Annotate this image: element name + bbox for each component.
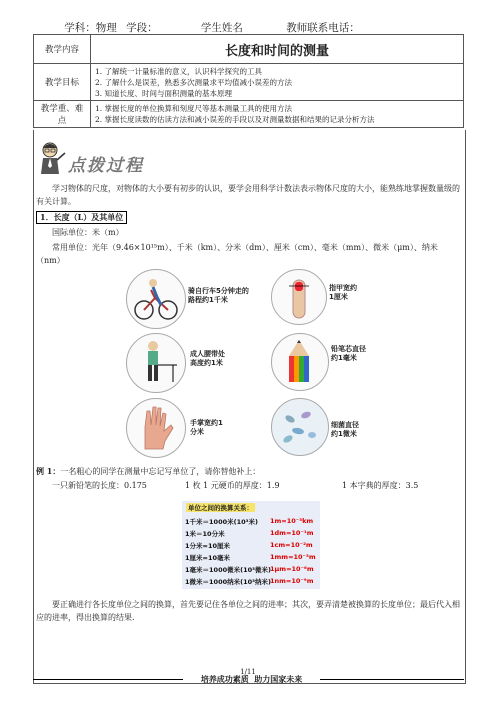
content-label: 教学内容 (34, 35, 91, 64)
unit-conversion-box (182, 501, 320, 589)
conversion-left: 1毫米＝1000微米(10³微米) (185, 566, 271, 574)
lesson-info-table (33, 34, 464, 128)
keys-label: 教学重、难点 (34, 101, 91, 128)
palm-picture (126, 398, 186, 458)
example-question-text: 一名粗心的同学在测量中忘记写单位了，请你替他补上： (60, 467, 261, 476)
conversion-right: 1μm=10⁻⁶m (270, 565, 314, 573)
lesson-title: 长度和时间的测量 (91, 35, 464, 64)
section-banner: 点拨过程 (68, 156, 144, 176)
goals-row (34, 64, 464, 101)
conversion-left: 1米＝10分米 (185, 530, 225, 538)
common-units: 常用单位：光年（9.46×10¹⁵m）、千米（km）、分米（dm）、厘米（cm）、毫米（mm）、微米（μm）、纳米（nm） (36, 243, 438, 265)
section-heading: 1．长度（L）及其单位 (36, 211, 127, 224)
conversion-right: 1m=10⁻³km (270, 517, 314, 525)
footer-rule-left (33, 679, 183, 680)
footer-slogan: 培养成功素质 助力国家未来 (200, 675, 303, 684)
page-header (0, 20, 496, 35)
keys-row (34, 101, 464, 128)
keys-cell (91, 101, 464, 128)
stage-label: 学段： (126, 22, 158, 34)
goal-item: 1. 了解统一计量标准的意义，认识科学探究的工具 (95, 66, 263, 76)
example-item: 一只新铅笔的长度：0.175 (52, 481, 147, 490)
footer-rule-right (320, 679, 464, 680)
fingernail-picture (271, 269, 327, 325)
bacteria-picture (271, 398, 329, 456)
content-row (34, 35, 464, 64)
example-item: 1 本字典的厚度：3.5 (342, 481, 419, 490)
conversion-left: 1千米＝1000米(10³米) (185, 518, 258, 526)
key-item: 1. 掌握长度的单位换算和刻度尺等基本测量工具的使用方法 (95, 104, 293, 113)
goals-cell (91, 64, 464, 101)
intro-paragraph: 学习物体的尺度，对物体的大小要有初步的认识，要学会用科学计数法表示物体尺度的大小，能熟练地掌握数量级的有关计算。 (36, 184, 460, 206)
example-question (36, 465, 260, 478)
conversion-right: 1mm=10⁻³m (270, 553, 316, 561)
example-label: 例 1： (36, 466, 61, 476)
pencil-picture (271, 333, 329, 391)
closing-paragraph: 要正确进行各长度单位之间的换算，首先要记住各单位之间的进率；其次，要弄清楚被换算的长度单位；最后代入相应的进率，得出换算的结果. (36, 600, 460, 622)
conversion-title: 单位之间的换算关系： (188, 504, 253, 512)
conversion-right: 1cm=10⁻²m (270, 541, 313, 549)
goal-item: 2. 了解什么是误差，熟悉多次测量求平均值减小误差的方法 (95, 77, 293, 87)
conversion-right: 1nm=10⁻⁹m (270, 577, 314, 585)
page-number: 1/11 (240, 668, 256, 676)
conversion-right: 1dm=10⁻¹m (270, 529, 314, 537)
adult-waist-picture (126, 333, 186, 393)
pencil-caption: 铅笔芯直径 约1毫米 (331, 345, 366, 362)
key-item: 2. 掌握长度读数的估读方法和减小误差的手段以及对测量数据和结果的记录分析方法 (95, 115, 375, 124)
palm-caption: 手掌宽约1 分米 (190, 419, 223, 436)
bicycle-caption: 骑自行车5分钟走的 路程约1千米 (188, 287, 249, 304)
teacher-phone-label: 教师联系电话： (286, 22, 360, 34)
conversion-left: 1微米＝1000纳米(10³纳米) (185, 578, 271, 586)
fingernail-caption: 指甲宽约 1厘米 (329, 284, 357, 301)
example-item: 1 枚 1 元硬币的厚度：1.9 (185, 481, 280, 490)
subject-label: 学科：物理 (64, 22, 117, 34)
goal-item: 3. 知道长度、时间与面积测量的基本原理 (95, 88, 233, 98)
student-name-label: 学生姓名 (200, 22, 243, 34)
bicycle-picture (126, 269, 186, 329)
adult-waist-caption: 成人腰带处 高度约1米 (190, 350, 225, 367)
bacteria-caption: 细菌直径 约1微米 (331, 421, 359, 438)
conversion-left: 1分米=10厘米 (185, 542, 231, 550)
conversion-left: 1厘米=10毫米 (185, 554, 231, 562)
international-unit: 国际单位：米（m） (52, 228, 124, 237)
teacher-cartoon-icon (36, 140, 66, 176)
goals-label: 教学目标 (34, 64, 91, 101)
